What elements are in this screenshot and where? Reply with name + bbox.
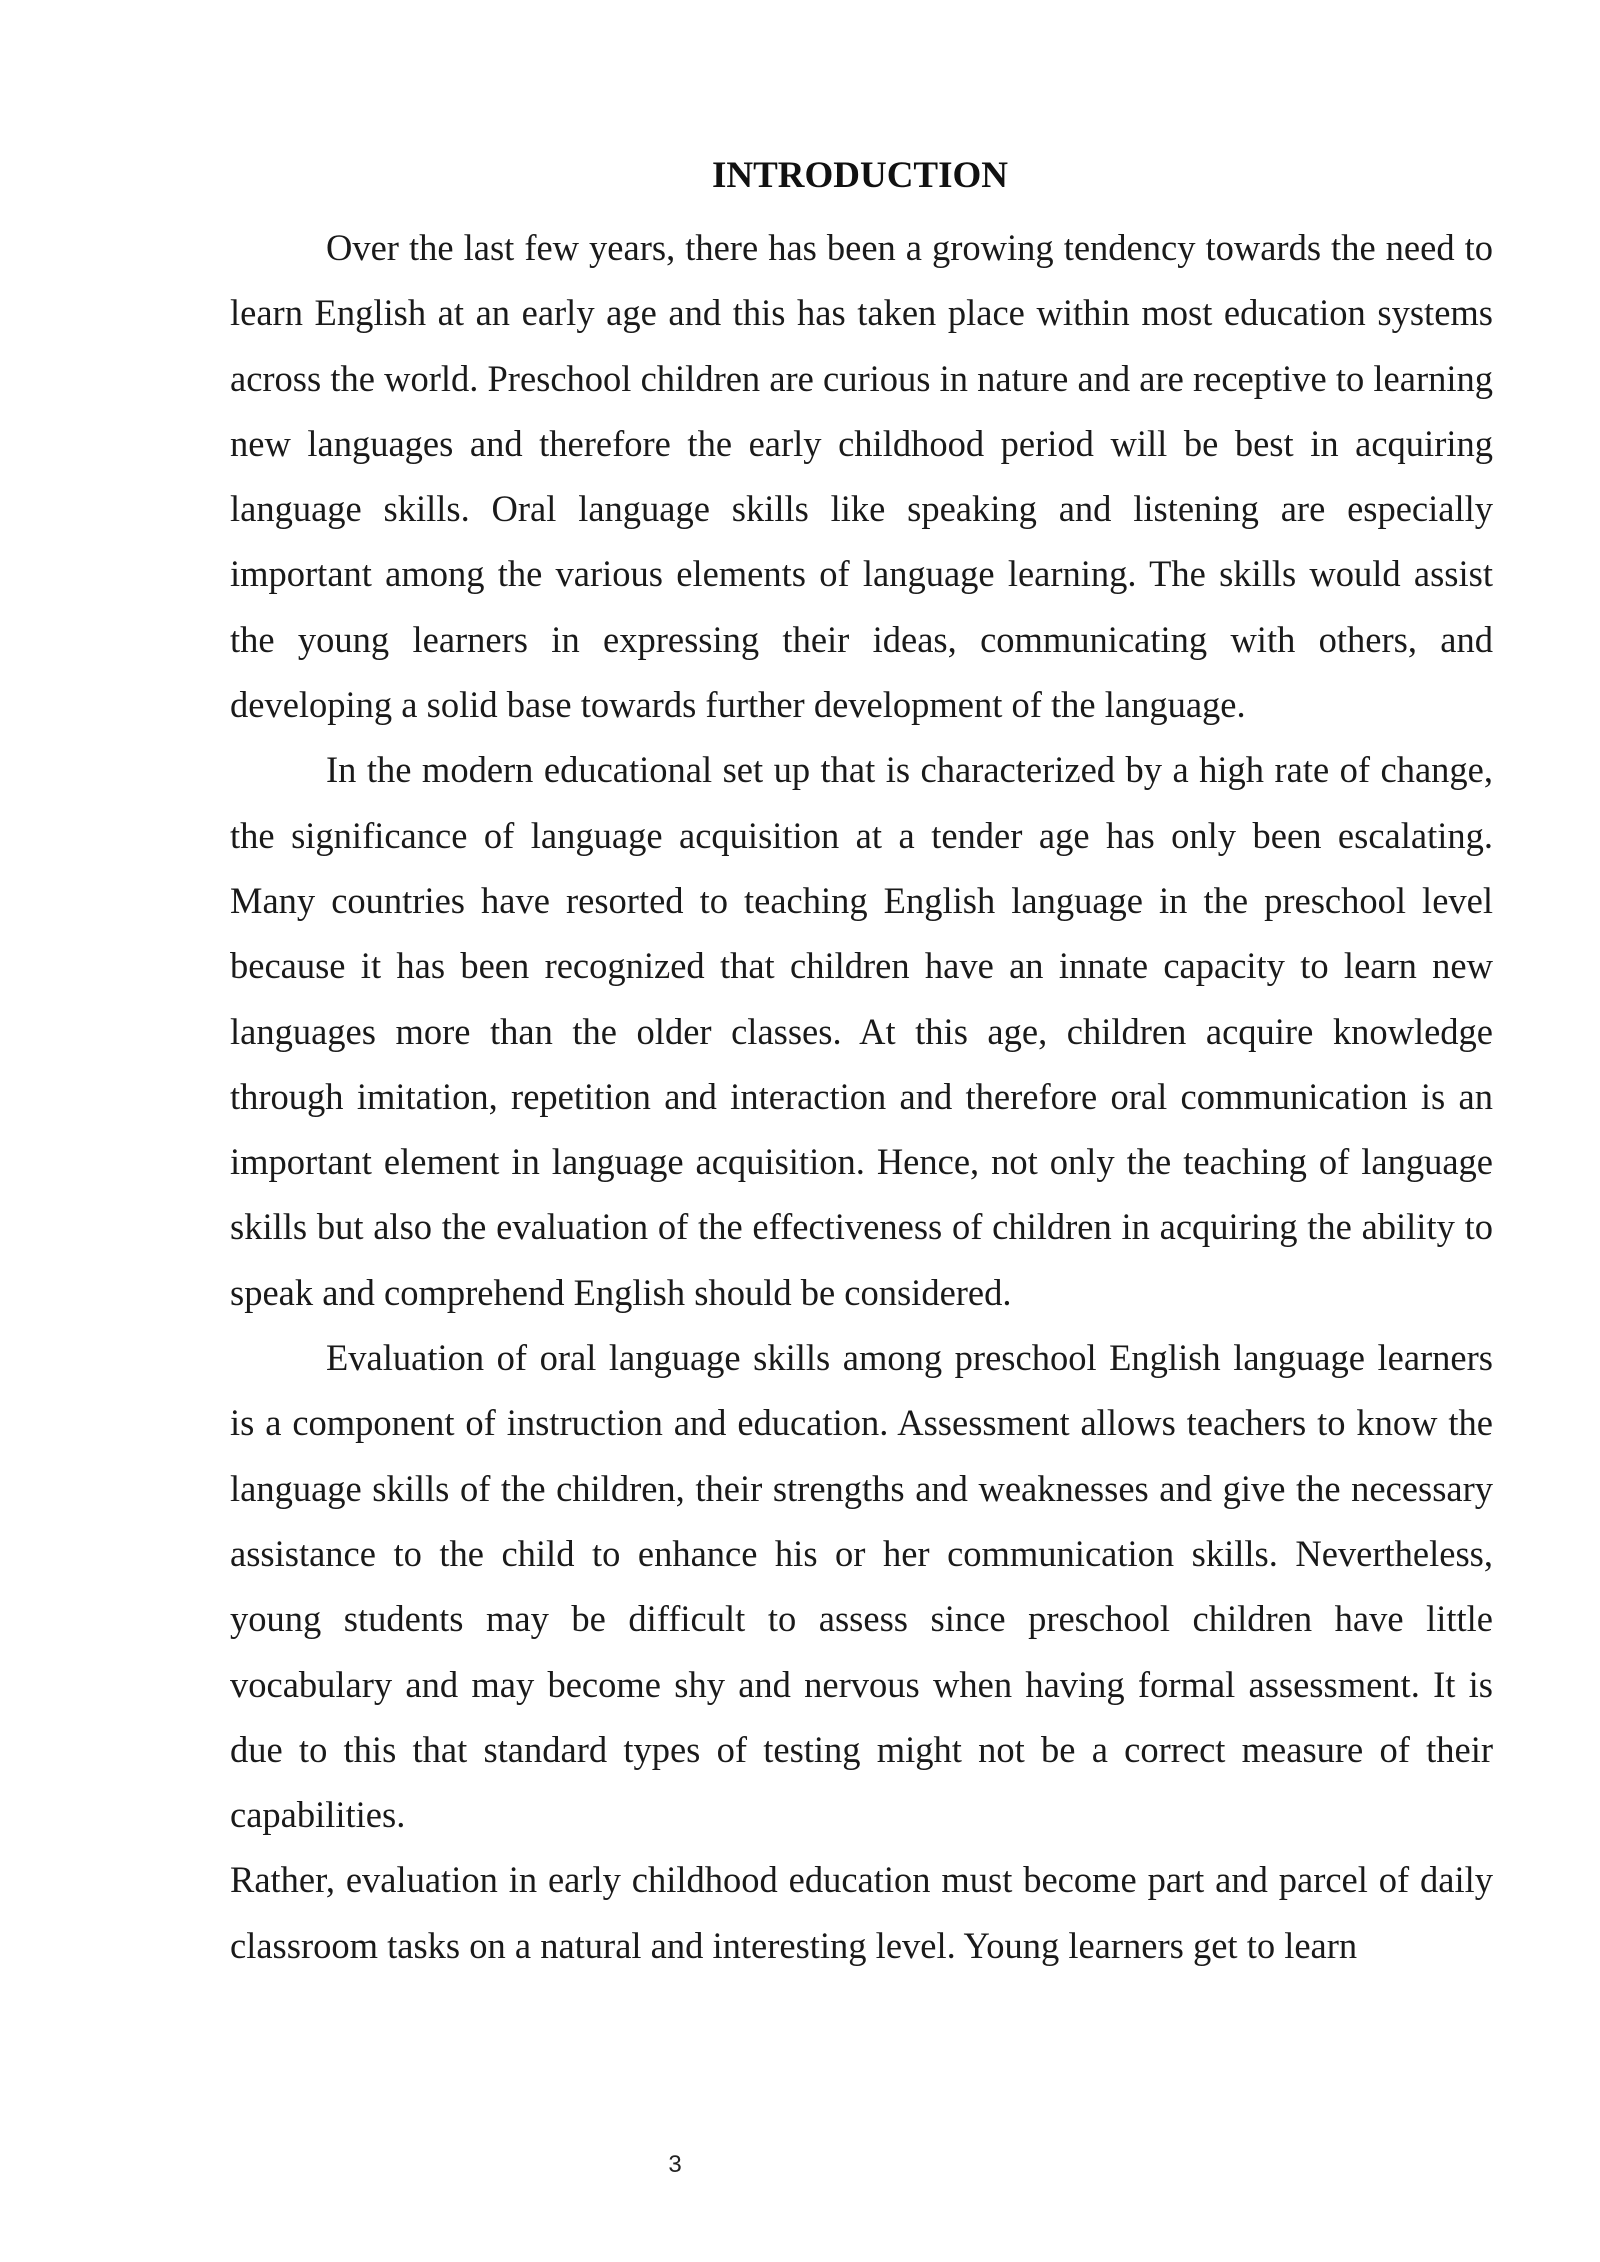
page-number: 3 — [668, 2151, 682, 2178]
paragraph-2: In the modern educational set up that is characterized by a high rate of change, the significance of language acquisition at a tender age has only been escalating. Many countries have resorted to teaching English language in the preschool level because it has been recognized that children have an innate capacity to learn new languages more than the older classes. At this age, children acquire knowledge through imitation, repetition and interaction and therefore oral communication is an important element in language acquisition. Hence, not only the teaching of language skills but also the evaluation of the effectiveness of children in acquiring the ability to speak and comprehend English should be considered. — [230, 749, 1493, 1313]
section-heading: INTRODUCTION — [711, 155, 1009, 196]
body-text — [230, 215, 1493, 1978]
paragraph-1: Over the last few years, there has been a growing tendency towards the need to learn English at an early age and this has taken place within most education systems across the world. Preschool children are curious in nature and are receptive to learning new languages and therefore the early childhood period will be best in acquiring language skills. Oral language skills like speaking and listening are especially important among the various elements of language learning. The skills would assist the young learners in expressing their ideas, communicating with others, and developing a solid base towards further development of the language. — [230, 227, 1493, 726]
paragraph-3: Evaluation of oral language skills among preschool English language learners is a component of instruction and education. Assessment allows teachers to know the language skills of the children, their strengths and weaknesses and give the necessary assistance to the child to enhance his or her communication skills. Nevertheless, young students may be difficult to assess since preschool children have little vocabulary and may become shy and nervous when having formal assessment. It is due to this that standard types of testing might not be a correct measure of their capabilities. — [230, 1337, 1493, 1836]
paragraph-4: Rather, evaluation in early childhood education must become part and parcel of daily classroom tasks on a natural and interesting level. Young learners get to learn — [230, 1859, 1493, 1966]
